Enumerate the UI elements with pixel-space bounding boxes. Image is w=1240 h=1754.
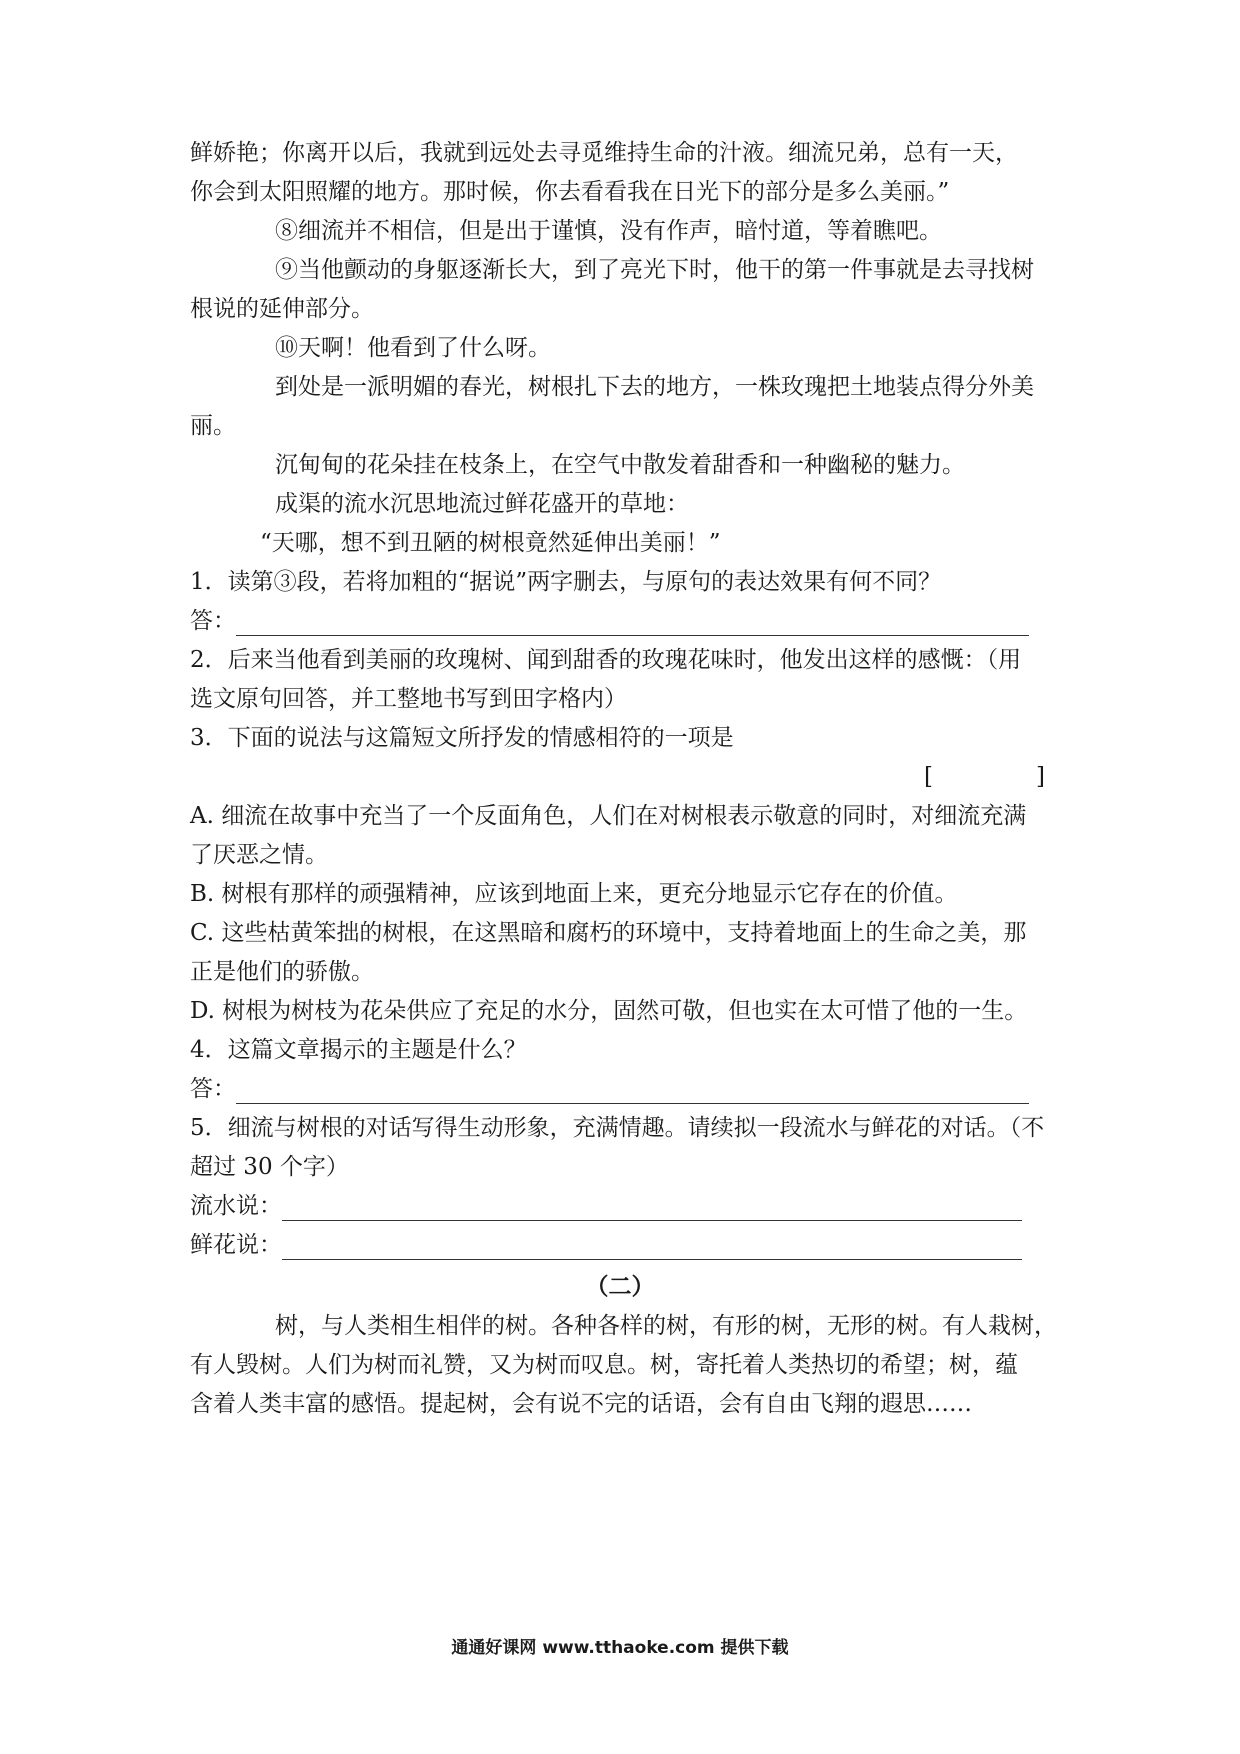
option-c-line1: C. 这些枯黄笨拙的树根，在这黑暗和腐朽的环境中，支持着地面上的生命之美，那 (190, 920, 1027, 946)
question-1: 1．读第③段，若将加粗的“据说”两字删去，与原句的表达效果有何不同？ (190, 569, 942, 595)
answer-label: 答： (190, 1076, 236, 1102)
passage-paragraph-9: ⑨当他颤动的身躯逐渐长大，到了亮光下时，他干的第一件事就是去寻找树 (275, 257, 1034, 283)
section-heading: （二） (585, 1273, 655, 1300)
answer-label: 答： (190, 608, 236, 634)
option-d: D. 树根为树枝为花朵供应了充足的水分，固然可敬，但也实在太可惜了他的一生。 (190, 998, 1028, 1024)
passage-line: 根说的延伸部分。 (190, 296, 374, 322)
water-label: 流水说： (190, 1193, 282, 1219)
question-4: 4．这篇文章揭示的主题是什么？ (190, 1037, 527, 1063)
passage-paragraph-8: ⑧细流并不相信，但是出于谨慎，没有作声，暗忖道，等着瞧吧。 (275, 218, 942, 244)
passage-line: 成渠的流水沉思地流过鲜花盛开的草地： (275, 491, 689, 517)
section-two-line: 含着人类丰富的感悟。提起树，会有说不完的话语，会有自由飞翔的遐思…… (190, 1391, 972, 1417)
answer-line-water[interactable] (282, 1198, 1022, 1221)
passage-line: 你会到太阳照耀的地方。那时候，你去看看我在日光下的部分是多么美丽。” (190, 179, 950, 205)
section-two-line: 有人毁树。人们为树而礼赞，又为树而叹息。树，寄托着人类热切的希望；树，蕴 (190, 1352, 1018, 1378)
question-2-line1: 2．后来当他看到美丽的玫瑰树、闻到甜香的玫瑰花味时，他发出这样的感慨：（用 (190, 647, 1022, 673)
passage-quote: “天哪，想不到丑陋的树根竟然延伸出美丽！” (260, 530, 721, 556)
answer-line-q1[interactable] (236, 613, 1029, 636)
question-5-line2: 超过 30 个字） (190, 1154, 349, 1180)
answer-row-q1 (190, 606, 1029, 636)
answer-row-flower (190, 1230, 1022, 1260)
passage-line: 到处是一派明媚的春光，树根扎下去的地方，一株玫瑰把土地装点得分外美 (275, 374, 1034, 400)
passage-line: 沉甸甸的花朵挂在枝条上，在空气中散发着甜香和一种幽秘的魅力。 (275, 452, 965, 478)
answer-row-q4 (190, 1074, 1029, 1104)
section-two-line: 树，与人类相生相伴的树。各种各样的树，有形的树，无形的树。有人栽树， (275, 1313, 1057, 1339)
question-5-line1: 5．细流与树根的对话写得生动形象，充满情趣。请续拟一段流水与鲜花的对话。（不 (190, 1115, 1045, 1141)
passage-line: 鲜娇艳；你离开以后，我就到远处去寻觅维持生命的汁液。细流兄弟，总有一天， (190, 140, 1018, 166)
option-b: B. 树根有那样的顽强精神，应该到地面上来，更充分地显示它存在的价值。 (190, 881, 958, 907)
answer-line-q4[interactable] (236, 1081, 1029, 1104)
footer-source: 通通好课网 www.tthaoke.com 提供下载 (451, 1638, 789, 1658)
option-a-line1: A. 细流在故事中充当了一个反面角色，人们在对树根表示敬意的同时，对细流充满 (190, 803, 1027, 829)
question-3: 3．下面的说法与这篇短文所抒发的情感相符的一项是 (190, 725, 734, 751)
answer-row-water (190, 1191, 1022, 1221)
option-a-line2: 了厌恶之情。 (190, 842, 328, 868)
passage-line: 丽。 (190, 413, 236, 439)
question-2-line2: 选文原句回答，并工整地书写到田字格内） (190, 686, 627, 712)
answer-line-flower[interactable] (282, 1237, 1022, 1260)
flower-label: 鲜花说： (190, 1232, 282, 1258)
passage-paragraph-10: ⑩天啊！他看到了什么呀。 (275, 335, 551, 361)
option-c-line2: 正是他们的骄傲。 (190, 959, 374, 985)
answer-bracket-left: [ (924, 764, 933, 790)
answer-bracket-right: ] (1036, 764, 1045, 790)
